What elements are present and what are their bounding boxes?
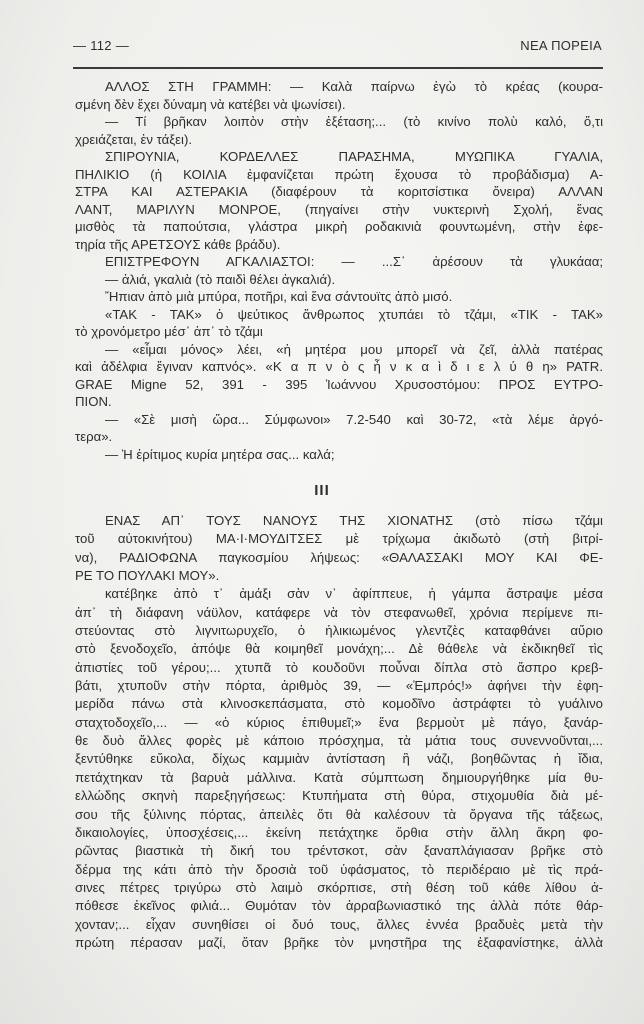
text-line: ρῶντας βιαστικὰ τὴ δική του τρέντσκοτ, σὰν ξαναπλάγιασαν βρῆκε στὸ <box>75 843 603 859</box>
text-line: πρώτη πέρασαν μαζί, ὅταν βρῆκε τὸν μνηστῆρα της ἐξαφανίστηκε, ἀλλὰ <box>75 934 603 950</box>
text-line: δέρμα της κάτι ἀπὸ τὴν δροσιὰ τοῦ ὑφάσματος, τὸ περιδέραιο μὲ τὶς πρά- <box>75 861 603 877</box>
text-line: στὸ ξενοδοχεῖο, ἀπόψε θὰ κοιμηθεῖ μονάχη;... Δὲ θάθελε νὰ ἐκδικηθεῖ τὶς <box>75 641 603 657</box>
text-line: κατέβηκε ἀπὸ τ᾿ ἀμάξι σὰν ν᾿ ἀφίππευε, ἡ γάμπα ἄστραψε μέσα <box>105 586 603 602</box>
text-line: θε δυὸ ἄλλες φορὲς μὲ κάποιο πρόσχημα, τὰ μάτια τους συνεννοῦνται,... <box>75 733 603 749</box>
header-rule <box>73 67 603 69</box>
text-line: σου τῆς ξύλινης πόρτας, ἀπειλὲς ὅτι θὰ καλέσουν τὰ ὄργανα τῆς τάξεως, <box>75 806 603 822</box>
text-line: τοῦ αὐτοκινήτου) ΜΑ·Ι·ΜΟΥΔΙΤΣΕΣ μὲ τρίχωμα ἀκιδωτὸ (στὴ βιτρί- <box>75 531 603 547</box>
text-line: «ΤΑΚ - ΤΑΚ» ὁ ψεύτικος ἄνθρωπος χτυπάει τὸ τζάμι, «ΤΙΚ - ΤΑΚ» <box>105 306 603 322</box>
text-line: σμένη δὲν ἔχει δύναμη νὰ κατέβει νὰ ψωνίσει). <box>75 96 346 112</box>
text-line: ΕΠΙΣΤΡΕΦΟΥΝ ΑΓΚΑΛΙΑΣΤΟΙ: — ...Σ᾿ ἀρέσουν τὰ γλυκάαα; <box>105 254 603 269</box>
text-line: ἀπ᾿ τὴ διάφανη νάϋλον, κατάφερε νὰ τὸν στεφανωθεῖ, χρόνια περίμενε πι- <box>75 604 603 620</box>
text-line: πόθεσε ἐκεῖνος φιλιά... Θυμόταν τὸν ἀρραβωνιαστικό της ἀλλὰ πότε θάρ- <box>75 898 603 914</box>
text-line: Ἤπιαν ἀπὸ μιὰ μπύρα, ποτῆρι, καὶ ἕνα σάντουϊτς ἀπὸ μισό. <box>105 289 453 304</box>
page-number: — 112 — <box>73 38 130 53</box>
text-line: στεύοντας στὸ λιγνιτωρυχεῖο, ὁ ἡλικιωμένος γλεντζὲς καταφθάνει αὔριο <box>75 623 603 639</box>
text-line: ελλώδης σκηνὴ παρεξηγήσεως: Κτυπήματα στὴ θύρα, στιχομυθία διὰ μέ- <box>75 788 603 804</box>
journal-title: ΝΕΑ ΠΟΡΕΙΑ <box>520 38 602 53</box>
text-line: ΛΑΝΤ, ΜΑΡΙΛΥΝ ΜΟΝΡΟΕ, (πηγαίνει στὴν νυκτερινὴ Σχολή, ἕνας <box>75 201 603 217</box>
text-line: δικαιολογίες, ὑποσχέσεις,... ἐκείνη πετάχτηκε ὄρθια στὴν ἄλλη ἄκρη φο- <box>75 824 603 840</box>
text-block-section-iii <box>75 512 603 952</box>
text-line: χονταν;... εἶχαν συνηθίσει οἱ δυό τους, ἄλλες ἐννέα βραδυὲς μετὰ τὴν <box>75 916 603 932</box>
text-line: να), ΡΑΔΙΟΦΩΝΑ παγκοσμίου λήψεως: «ΘΑΛΑΣΣΑΚΙ ΜΟΥ ΚΑΙ ΦΕ- <box>75 549 603 565</box>
text-line: ξεντύθηκε εὔκολα, δίχως καμμιὰν ἀντίσταση ἢ νάζι, βοηθῶντας ἡ ἴδια, <box>75 751 603 767</box>
text-block-dialogue <box>75 78 603 463</box>
text-line: — «εἶμαι μόνος» λέει, «ἡ μητέρα μου μπορεῖ νὰ ζεῖ, ἀλλὰ πατέρας <box>105 341 603 357</box>
text-line: τὸ χρονόμετρο μέσ᾿ ἀπ᾿ τὸ τζάμι <box>75 324 263 339</box>
text-line: βάτι, χτυποῦν στὴν πόρτα, ἀριθμὸς 39, — «Ἐμπρός!» ἀφήνει τὴν ἐφη- <box>75 678 603 694</box>
text-line: ΣΤΡΑ ΚΑΙ ΑΣΤΕΡΑΚΙΑ (διαφέρουν τὰ κοριτσίστικα ὄνειρα) ΑΛΛΑΝ <box>75 184 603 199</box>
text-line: — ἀλιά, γκαλιὰ (τὸ παιδὶ θέλει ἀγκαλιά). <box>105 271 336 287</box>
text-line: σταχτοδοχεῖο,... — «ὁ κύριος ἐπιθυμεῖ;» ἕνα βερμοὺτ μὲ πάγο, ξανάρ- <box>75 714 603 730</box>
text-line: καὶ ἀδέλφια ἔγιναν καπνός». «Κ α π ν ὸ ς ἦ ν κ α ὶ δ ι ε λ ύ θ η» PATR. <box>75 359 603 374</box>
text-line: μισθὸς τὰ παπούτσια, γλάστρα μικρὴ ροδακινιὰ φουντωμένη, στὴν ἐφε- <box>75 219 603 234</box>
text-line: τερα». <box>75 429 113 444</box>
text-line: μερίδα πάνω στὰ κλινοσκεπάσματα, στὸ κομοδῖνο ἀστράφτει τὸ γυάλινο <box>75 696 603 712</box>
text-line: ΣΠΙΡΟΥΝΙΑ, ΚΟΡΔΕΛΛΕΣ ΠΑΡΑΣΗΜΑ, ΜΥΩΠΙΚΑ ΓΥΑΛΙΑ, <box>105 149 603 164</box>
text-line: — Ἡ ἐρίτιμος κυρία μητέρα σας... καλά; <box>105 446 335 462</box>
section-heading: III <box>314 482 330 499</box>
text-line: GRAE Migne 52, 391 - 395 Ἰωάννου Χρυσοστόμου: ΠΡΟΣ ΕΥΤΡΟ- <box>75 376 603 392</box>
text-line: ἀπιστίες τοῦ γέρου;... χτυπᾶ τὸ κουδοῦνι ποὖναι δίπλα στὸ ἄσπρο κρεβ- <box>75 659 603 675</box>
text-line: ΕΝΑΣ ΑΠ᾿ ΤΟΥΣ ΝΑΝΟΥΣ ΤΗΣ ΧΙΟΝΑΤΗΣ (στὸ πίσω τζάμι <box>105 513 603 528</box>
text-line: ΡΕ ΤΟ ΠΟΥΛΑΚΙ ΜΟΥ». <box>75 568 220 584</box>
text-line: χρειάζεται, ἐν τάξει). <box>75 131 193 147</box>
text-line: — «Σὲ μισὴ ὥρα... Σύμφωνοι» 7.2-540 καὶ 30-72, «τὰ λέμε ἀργό- <box>105 411 603 427</box>
text-line: πετάχτηκαν τὰ βαρυὰ μάλλινα. Κατὰ σύμπτωση δημιουργήθηκε μία θυ- <box>75 769 603 785</box>
text-line: σινες πέτρες τριγύρω στὸ λαιμὸ σκόρπισε, στὴ θέση τοῦ κάθε λίθου ἀ- <box>75 879 603 895</box>
text-line: — Τί βρῆκαν λοιπὸν στὴν ἐξέταση;... (τὸ κινίνο πολὺ καλό, ὅ,τι <box>105 114 603 129</box>
text-line: τηρία τῆς ΑΡΕΤΣΟΥΣ κάθε βράδυ). <box>75 236 281 252</box>
text-line: ΠΗΛΙΚΙΟ (ἡ ΚΟΙΛΙΑ ἐμφανίζεται πρώτη ἔχουσα τὸ προβάδισμα) Α- <box>75 166 603 182</box>
text-line: ΑΛΛΟΣ ΣΤΗ ΓΡΑΜΜΗ: — Καλὰ παίρνω ἐγὼ τὸ κρέας (κουρα- <box>105 79 603 94</box>
text-line: ΠΙΟΝ. <box>75 394 112 409</box>
